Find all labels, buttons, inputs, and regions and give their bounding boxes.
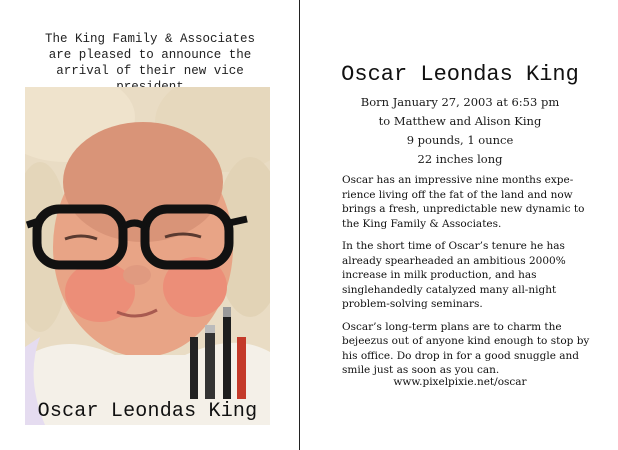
intro-line: The King Family & Associates [44, 32, 256, 46]
intro-text [20, 31, 280, 95]
fold-divider [299, 0, 300, 450]
baby-illustration [25, 87, 270, 425]
body-paragraph: Oscar has an impressive nine months expe-rience living off the fat of the land and now brings a fresh, unpredictable new dynamic to the King Family & Associates. [342, 174, 585, 230]
body-paragraph: In the short time of Oscar’s tenure he has already spearheaded an ambitious 2000% increase in milk production, and has singlehandedly catalyzed many all-night problem-solving seminars. [342, 240, 566, 310]
body-paragraph: Oscar’s long-term plans are to charm the bejeezus out of anyone kind enough to stop by his office. Do drop in for a good snuggle and smile just as soon as you can. [342, 320, 590, 376]
fact-line: 22 inches long [417, 152, 503, 166]
baby-name-heading: Oscar Leondas King [341, 62, 579, 87]
fact-line: to Matthew and Alison King [378, 114, 542, 128]
announcement-panel [320, 0, 600, 450]
photo-caption: Oscar Leondas King [37, 400, 258, 423]
birth-facts [320, 93, 600, 169]
fact-line: 9 pounds, 1 ounce [406, 133, 514, 147]
website-link[interactable]: www.pixelpixie.net/oscar [393, 376, 527, 388]
intro-line: are pleased to announce the [48, 48, 252, 62]
announcement-body [342, 173, 592, 386]
intro-line: arrival of their new vice [56, 64, 244, 78]
baby-photo [25, 87, 270, 425]
front-panel [0, 0, 299, 450]
fact-line: Born January 27, 2003 at 6:53 pm [360, 95, 560, 109]
